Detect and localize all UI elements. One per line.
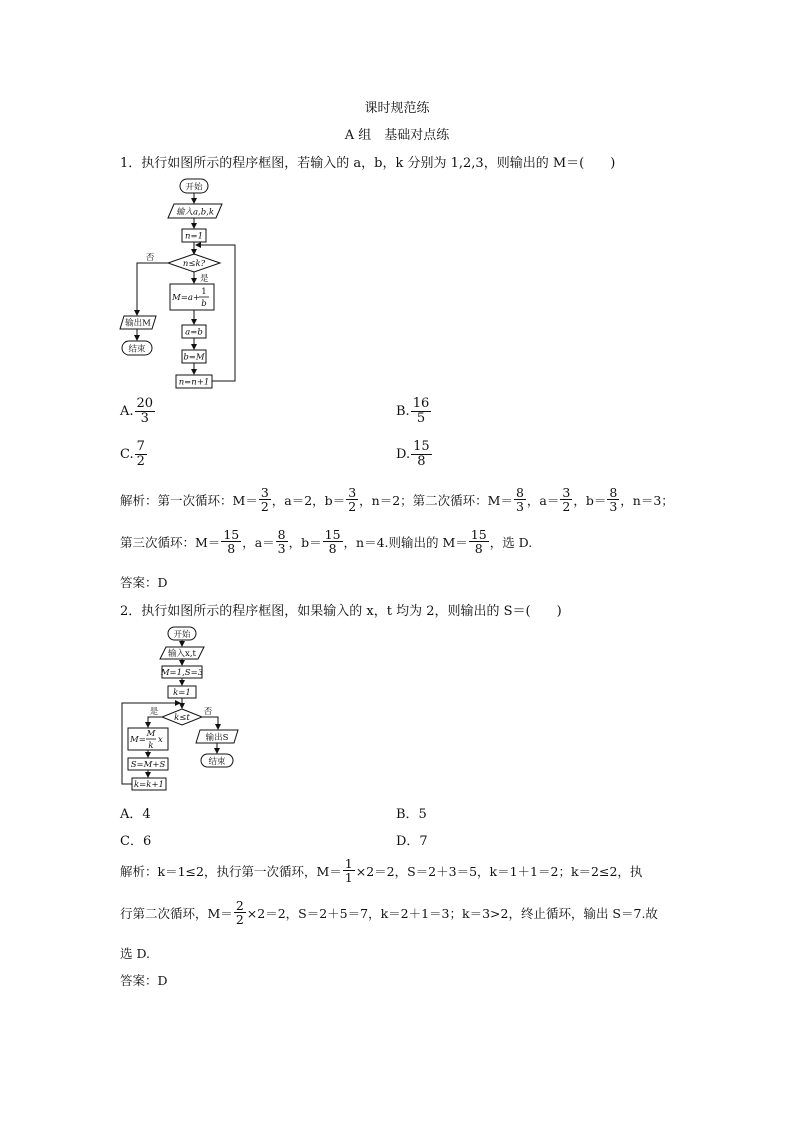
group-heading: A 组 基础对点练 bbox=[344, 128, 450, 143]
q2-solution-line2: 行第二次循环，M＝ $\frac{2}{2}$ ×2＝2，S＝2＋5＝7，k＝2＋1＝3；k＝3>2，终止循环，输出 S＝7.故 bbox=[120, 898, 658, 928]
q2-stem: 2．执行如图所示的程序框图，如果输入的 x，t 均为 2，则输出的 S＝( ) bbox=[120, 604, 562, 619]
q2-flow-k-init-text: k=1 bbox=[173, 688, 191, 698]
q2-option-d: D．7 bbox=[396, 834, 428, 849]
q1-option-a: A. $\frac{20}{3}$ bbox=[120, 396, 154, 426]
q1-answer: 答案：D bbox=[120, 575, 168, 590]
q2-flow-s-update: S=M+S bbox=[130, 760, 166, 770]
q1-option-c: C. $\frac{7}{2}$ bbox=[120, 439, 145, 469]
q1-flow-cond-text: n≤k? bbox=[182, 259, 206, 269]
q1-flow-assign-den: b bbox=[201, 299, 207, 309]
q1-flow-start-text: 开始 bbox=[185, 182, 203, 193]
q1-flow-no-text: 否 bbox=[145, 253, 155, 263]
q2-answer: 答案：D bbox=[120, 973, 168, 988]
q2-solution-line1: 解析：k＝1≤2，执行第一次循环，M＝ $\frac{1}{1}$ ×2＝2，S＝2＋3＝5，k＝1＋1＝2；k＝2≤2，执 bbox=[120, 856, 643, 886]
q2-flow-no-text: 否 bbox=[203, 707, 213, 717]
q2-flow-cond-text: k≤t bbox=[174, 713, 190, 723]
q1-stem: 1．执行如图所示的程序框图，若输入的 a，b，k 分别为 1,2,3，则输出的 M＝( ) bbox=[120, 156, 616, 171]
q2-flow-assign-num: M bbox=[146, 729, 156, 739]
q2-flow-assign-den: k bbox=[148, 741, 154, 751]
q2-flow-init-text: M=1,S=3 bbox=[160, 668, 204, 678]
q2-flow-yes-text: 是 bbox=[149, 707, 159, 717]
q1-flow-end-text: 结束 bbox=[128, 344, 146, 355]
q1-flow-input-text: 输入a,b,k bbox=[175, 207, 215, 218]
q1-option-b: B. $\frac{16}{5}$ bbox=[396, 396, 430, 426]
q2-option-c: C．6 bbox=[120, 834, 152, 849]
q2-flow-assign-lhs: M= bbox=[130, 735, 146, 745]
page-title: 课时规范练 bbox=[364, 101, 430, 116]
q2-flow-assign-rhs: x bbox=[158, 735, 163, 745]
q1-option-d: D. $\frac{15}{8}$ bbox=[396, 439, 430, 469]
q1-flow-b-eq-m: b=M bbox=[183, 352, 205, 363]
q2-option-a: A．4 bbox=[120, 807, 151, 822]
q1-flowchart bbox=[110, 174, 250, 390]
q1-flow-init-text: n=1 bbox=[184, 231, 204, 242]
q2-flowchart bbox=[118, 624, 268, 794]
q1-flow-assign-num: 1 bbox=[201, 287, 207, 297]
q1-solution-line1: 解析： 第一次循环：M＝ $\frac{3}{2}$ ，a＝2，b＝ $\frac{3}{2}$ ，n＝2；第二次循环：M＝ $\frac{8}{3}$ ，a＝ $\frac{3}{2}$ ，b＝ $\frac{8}{3}$ ，n＝3； bbox=[120, 485, 674, 515]
q1-solution-line2: 第三次循环：M＝ $\frac{15}{8}$ ，a＝ $\frac{8}{3}$ ，b＝ $\frac{15}{8}$ ，n＝4.则输出的 M＝ $\frac{15}{8}$ ，选 D. bbox=[120, 527, 533, 557]
q1-flow-assign-lhs: M=a+ bbox=[172, 293, 201, 303]
q2-flow-start-text: 开始 bbox=[173, 630, 191, 640]
q2-flow-end-text: 结束 bbox=[208, 757, 226, 767]
q2-solution-line3: 选 D. bbox=[120, 946, 151, 961]
q2-flow-k-inc: k=k+1 bbox=[134, 780, 164, 790]
q2-option-b: B．5 bbox=[396, 807, 427, 822]
q2-flow-input-text: 输入x,t bbox=[168, 649, 196, 659]
q1-flow-a-eq-b: a=b bbox=[185, 327, 203, 338]
q2-flow-output-text: 输出S bbox=[205, 733, 229, 743]
q1-flow-yes-text: 是 bbox=[200, 274, 209, 284]
q1-flow-output-text: 输出M bbox=[125, 318, 151, 329]
q1-flow-n-inc: n=n+1 bbox=[178, 377, 210, 388]
